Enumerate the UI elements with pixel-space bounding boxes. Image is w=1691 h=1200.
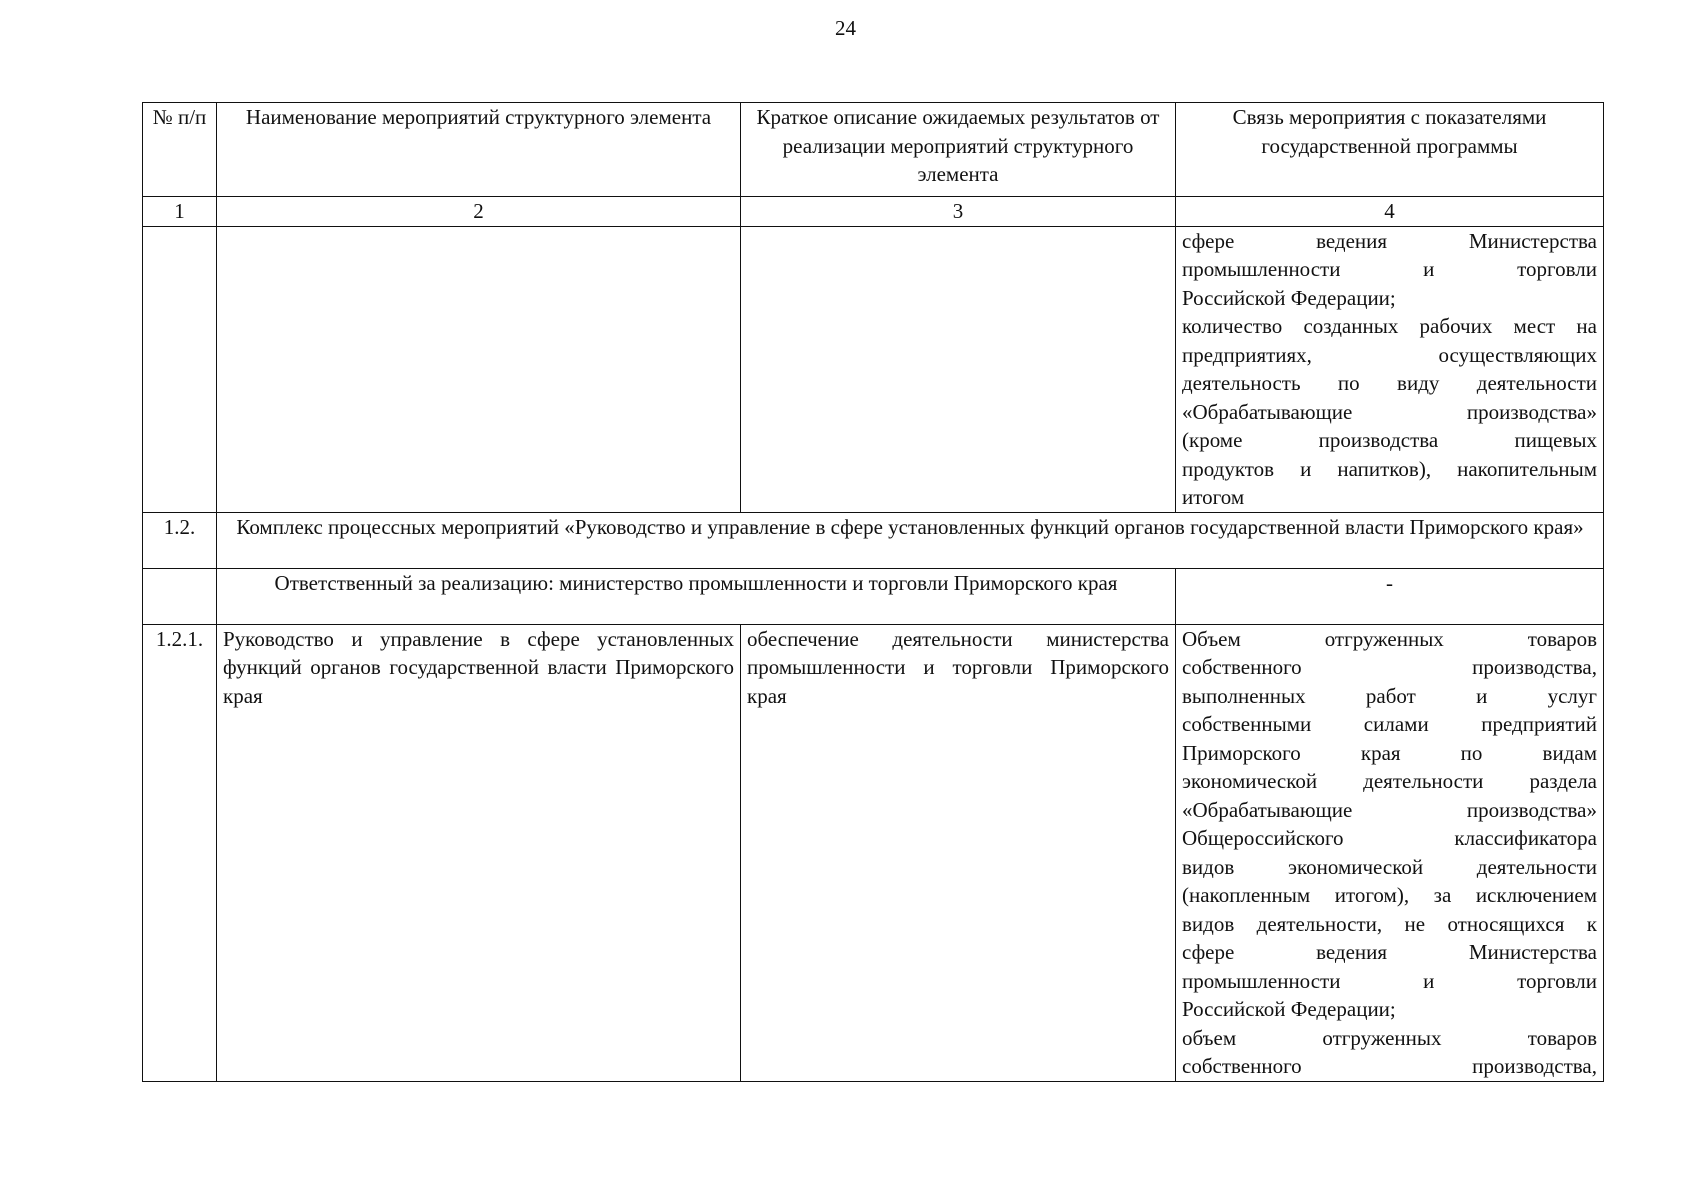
cell-empty bbox=[143, 226, 217, 512]
header-measure-name: Наименование мероприятий структурного элемента bbox=[217, 103, 741, 197]
text-line: предприятиях, осуществляющих bbox=[1182, 342, 1597, 367]
text-line: видов экономической деятельности bbox=[1182, 854, 1597, 879]
text-line: выполненных работ и услуг bbox=[1182, 683, 1597, 708]
column-number-3: 3 bbox=[741, 197, 1176, 227]
responsible-text: Ответственный за реализацию: министерство промышленности и торговли Приморского края bbox=[217, 568, 1176, 624]
text-line: (накопленным итогом), за исключением bbox=[1182, 883, 1597, 907]
page-number: 24 bbox=[835, 16, 856, 40]
row-number: 1.2.1. bbox=[143, 624, 217, 1081]
responsible-indicator: - bbox=[1176, 568, 1604, 624]
indicators-cell bbox=[1176, 624, 1604, 1081]
column-number-1: 1 bbox=[143, 197, 217, 227]
text-line: Приморского края по видам bbox=[1182, 740, 1597, 765]
text-line: объем отгруженных товаров bbox=[1182, 1025, 1597, 1050]
table-row-continued bbox=[143, 226, 1604, 512]
measure-name: Руководство и управление в сфере установленных функций органов государственной власти Приморского края bbox=[217, 624, 741, 1081]
text-line: продуктов и напитков), накопительным bbox=[1182, 456, 1597, 481]
column-number-4: 4 bbox=[1176, 197, 1604, 227]
text-line: количество созданных рабочих мест на bbox=[1182, 314, 1597, 338]
text-line: Российской Федерации; bbox=[1182, 285, 1396, 310]
text-line: сфере ведения Министерства bbox=[1182, 228, 1597, 253]
header-program-indicators: Связь мероприятия с показателями государственной программы bbox=[1176, 103, 1604, 197]
header-expected-results: Краткое описание ожидаемых результатов от реализации мероприятий структурного элемента bbox=[741, 103, 1176, 197]
table-header-row bbox=[143, 103, 1604, 197]
cell-empty bbox=[741, 226, 1176, 512]
text-line: промышленности и торговли bbox=[1182, 257, 1597, 281]
text-line: деятельность по виду деятельности bbox=[1182, 371, 1597, 395]
column-numbers-row bbox=[143, 197, 1604, 227]
expected-result: обеспечение деятельности министерства промышленности и торговли Приморского края bbox=[741, 624, 1176, 1081]
table-row-1-2-1 bbox=[143, 624, 1604, 1081]
cell-empty bbox=[143, 568, 217, 624]
text-line: промышленности и торговли bbox=[1182, 968, 1597, 993]
indicators-cell-continued bbox=[1176, 226, 1604, 512]
header-number: № п/п bbox=[143, 103, 217, 197]
cell-empty bbox=[217, 226, 741, 512]
text-line: (кроме производства пищевых bbox=[1182, 428, 1597, 452]
text-line: собственными силами предприятий bbox=[1182, 712, 1597, 736]
row-number: 1.2. bbox=[143, 512, 217, 568]
text-line: Общероссийского классификатора bbox=[1182, 826, 1597, 850]
measures-table bbox=[142, 102, 1604, 1082]
text-line: Объем отгруженных товаров bbox=[1182, 626, 1597, 651]
text-line: «Обрабатывающие производства» bbox=[1182, 399, 1597, 424]
text-line: собственного производства, bbox=[1182, 655, 1597, 679]
column-number-2: 2 bbox=[217, 197, 741, 227]
text-line: Российской Федерации; bbox=[1182, 997, 1396, 1021]
text-line: сфере ведения Министерства bbox=[1182, 940, 1597, 964]
text-line: итогом bbox=[1182, 485, 1245, 509]
text-line: экономической деятельности раздела bbox=[1182, 769, 1597, 793]
text-line: собственного производства, bbox=[1182, 1054, 1597, 1078]
table-row-responsible bbox=[143, 568, 1604, 624]
text-line: «Обрабатывающие производства» bbox=[1182, 797, 1597, 822]
table-row-complex-1-2 bbox=[143, 512, 1604, 568]
text-line: видов деятельности, не относящихся к bbox=[1182, 911, 1597, 936]
complex-title: Комплекс процессных мероприятий «Руководство и управление в сфере установленных функций органов государственной власти Приморского края» bbox=[217, 512, 1604, 568]
